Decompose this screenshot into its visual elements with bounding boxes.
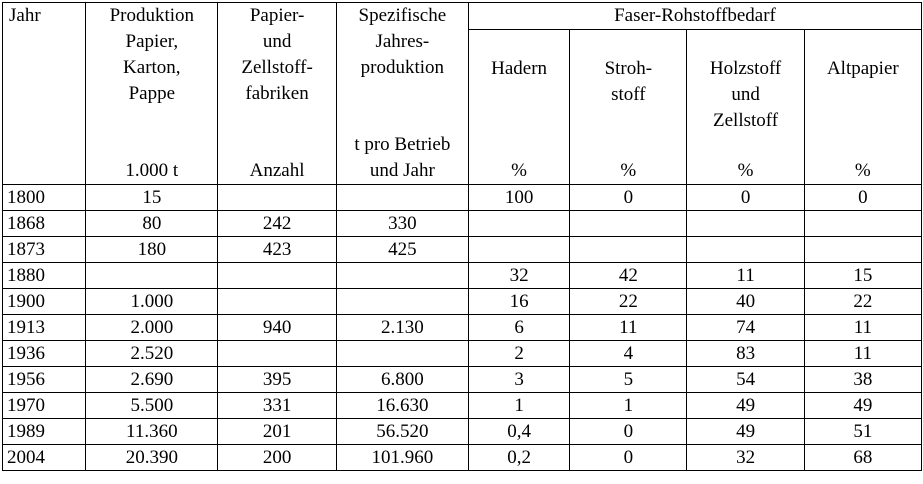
table-cell: 0,4 [468, 419, 569, 445]
header-fiber-rags [468, 30, 569, 185]
table-cell [218, 263, 336, 289]
table-cell: 51 [804, 419, 921, 445]
table-cell: 3 [468, 367, 569, 393]
table-row [3, 393, 922, 419]
table-cell: 15 [86, 185, 218, 211]
table-cell [687, 211, 804, 237]
table-cell: 40 [687, 289, 804, 315]
header-fiber-wood-unit: % [737, 160, 754, 181]
table-cell: 42 [570, 263, 687, 289]
header-specific [336, 3, 468, 185]
table-cell: 16 [468, 289, 569, 315]
table-cell: 49 [687, 419, 804, 445]
table-cell: 1 [468, 393, 569, 419]
table-cell-year: 1900 [3, 289, 86, 315]
table-cell [336, 185, 468, 211]
table-cell: 425 [336, 237, 468, 263]
table-cell: 38 [804, 367, 921, 393]
table-row [3, 341, 922, 367]
table-cell: 2 [468, 341, 569, 367]
table-cell [336, 263, 468, 289]
table-cell-year: 1936 [3, 341, 86, 367]
table-cell: 940 [218, 315, 336, 341]
table-cell: 423 [218, 237, 336, 263]
table-cell: 6.800 [336, 367, 468, 393]
table-cell [336, 341, 468, 367]
table-cell-year: 1880 [3, 263, 86, 289]
header-mills-unit: Anzahl [249, 160, 305, 181]
header-specific-label: Spezifische Jahres- produktion [358, 5, 447, 78]
header-specific-unit: t pro Betrieb und Jahr [354, 134, 451, 181]
table-cell: 49 [687, 393, 804, 419]
header-production-unit: 1.000 t [125, 160, 179, 181]
table-cell: 100 [468, 185, 569, 211]
table-cell: 331 [218, 393, 336, 419]
header-fiber-waste-paper-label: Altpapier [826, 58, 899, 79]
table-cell-year: 2004 [3, 445, 86, 471]
table-cell: 20.390 [86, 445, 218, 471]
header-mills-label: Papier- und Zellstoff- fabriken [241, 5, 313, 104]
table-cell: 201 [218, 419, 336, 445]
header-year [3, 3, 86, 185]
table-cell-year: 1800 [3, 185, 86, 211]
table-cell-year: 1913 [3, 315, 86, 341]
header-fiber-wood-label: Holzstoff und Zellstoff [709, 58, 782, 131]
header-fiber-straw-unit: % [620, 160, 637, 181]
table-cell [570, 237, 687, 263]
table-cell: 0 [804, 185, 921, 211]
table-cell: 4 [570, 341, 687, 367]
table-row [3, 315, 922, 341]
table-cell: 16.630 [336, 393, 468, 419]
table-cell: 11 [804, 341, 921, 367]
table-cell [336, 289, 468, 315]
table-cell: 0 [570, 185, 687, 211]
table-cell-year: 1970 [3, 393, 86, 419]
table-cell [468, 211, 569, 237]
table-row [3, 237, 922, 263]
table-cell: 242 [218, 211, 336, 237]
table-cell: 56.520 [336, 419, 468, 445]
table-cell: 6 [468, 315, 569, 341]
header-row-top [3, 3, 922, 30]
table-cell: 2.000 [86, 315, 218, 341]
table-cell: 11 [804, 315, 921, 341]
header-fiber-waste-paper [804, 30, 921, 185]
table-cell-year: 1868 [3, 211, 86, 237]
table-cell: 0 [687, 185, 804, 211]
table-cell: 180 [86, 237, 218, 263]
table-cell [804, 237, 921, 263]
table-cell: 200 [218, 445, 336, 471]
table-cell: 395 [218, 367, 336, 393]
table-cell: 11.360 [86, 419, 218, 445]
table-cell: 5 [570, 367, 687, 393]
table-cell: 49 [804, 393, 921, 419]
table-cell: 11 [570, 315, 687, 341]
table-cell: 0,2 [468, 445, 569, 471]
table-row [3, 289, 922, 315]
table-cell: 0 [570, 445, 687, 471]
header-fiber-rags-label: Hadern [491, 58, 548, 79]
table-cell [218, 341, 336, 367]
table-cell: 83 [687, 341, 804, 367]
table-row [3, 445, 922, 471]
table-cell: 68 [804, 445, 921, 471]
table-cell [804, 211, 921, 237]
header-fiber-straw [570, 30, 687, 185]
table-cell: 32 [468, 263, 569, 289]
table-row [3, 367, 922, 393]
table-cell: 32 [687, 445, 804, 471]
table-cell: 0 [570, 419, 687, 445]
header-mills [218, 3, 336, 185]
table-cell [86, 263, 218, 289]
table-cell: 2.690 [86, 367, 218, 393]
header-fiber-rags-unit: % [511, 160, 527, 181]
table-cell: 15 [804, 263, 921, 289]
table-cell: 80 [86, 211, 218, 237]
paper-production-table [2, 2, 922, 471]
header-production [86, 3, 218, 185]
header-year-label: Jahr [9, 5, 41, 26]
header-production-label: Produktion Papier, Karton, Pappe [109, 5, 195, 104]
table-cell: 22 [804, 289, 921, 315]
header-fiber-straw-label: Stroh- stoff [604, 58, 653, 105]
table-cell: 74 [687, 315, 804, 341]
table-cell-year: 1989 [3, 419, 86, 445]
table-row [3, 419, 922, 445]
table-row [3, 263, 922, 289]
table-cell: 22 [570, 289, 687, 315]
table-cell: 330 [336, 211, 468, 237]
header-fiber-wood [687, 30, 804, 185]
table-cell: 2.130 [336, 315, 468, 341]
table-cell: 101.960 [336, 445, 468, 471]
table-cell [218, 289, 336, 315]
table-row [3, 185, 922, 211]
table-cell: 1 [570, 393, 687, 419]
table-cell: 54 [687, 367, 804, 393]
table-cell [687, 237, 804, 263]
table-cell: 11 [687, 263, 804, 289]
table-cell: 2.520 [86, 341, 218, 367]
table-cell [218, 185, 336, 211]
table-cell-year: 1956 [3, 367, 86, 393]
table-cell [468, 237, 569, 263]
table-cell: 1.000 [86, 289, 218, 315]
table-cell: 5.500 [86, 393, 218, 419]
header-fiber-waste-paper-unit: % [854, 160, 871, 181]
table-body [3, 185, 922, 471]
table-row [3, 211, 922, 237]
table-cell-year: 1873 [3, 237, 86, 263]
table-cell [570, 211, 687, 237]
header-fiber-group: Faser-Rohstoffbedarf [468, 3, 921, 30]
